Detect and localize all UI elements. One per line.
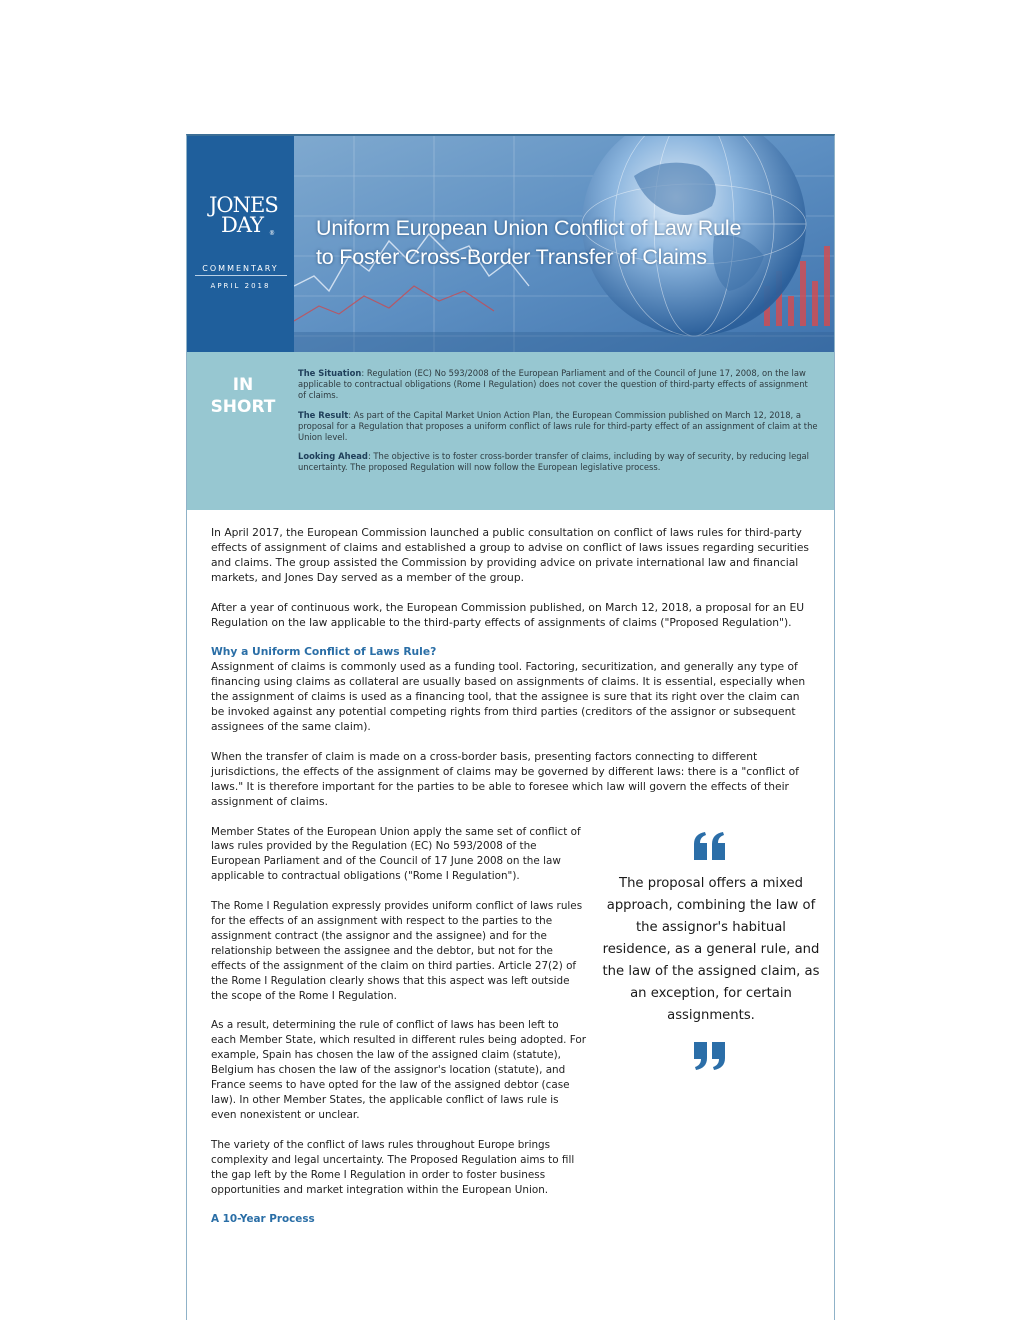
commentary-title: Uniform European Union Conflict of Law Rule to Foster Cross-Border Transfer of Claims — [316, 216, 742, 269]
summary-result: The Result: As part of the Capital Market Union Action Plan, the European Commission published on March 12, 2018, a proposal for a Regulation that proposes a uniform conflict of laws rule for third-party effect of an assignment of claim at the Union level. — [298, 409, 818, 443]
open-quote-icon — [693, 831, 727, 861]
pull-quote-text: The proposal offers a mixed approach, combining the law of the assignor's habitual residence, as a general rule, and the law of the assigned claim, as an exception, for certain assignments. — [602, 875, 820, 1023]
document-page — [186, 134, 835, 1320]
section-heading: Why a Uniform Conflict of Laws Rule? — [211, 645, 437, 659]
close-quote-icon — [693, 1041, 727, 1071]
paragraph: The Rome I Regulation expressly provides uniform conflict of laws rules for the effects of an assignment with respect to the parties to the assignment contract (the assignor and the assignee) and for the relationship between the assignee and the debtor, but not for the effects of the assignment of the claim on third parties. Article 27(2) of the Rome I Regulation clearly shows that this aspect was left outside the scope of the Rome I Regulation. — [211, 900, 583, 1002]
jones-day-logo: JONES DAY ® — [209, 193, 278, 237]
paragraph: The variety of the conflict of laws rules throughout Europe brings complexity and legal uncertainty. The Proposed Regulation aims to fill the gap left by the Rome I Regulation in order to foster business opportunities and market integration within the European Union. — [211, 1138, 575, 1196]
paragraph: After a year of continuous work, the European Commission published, on March 12, 2018, a proposal for an EU Regulation on the law applicable to the third-party effects of assignments of claims ("Proposed Regulation"). — [211, 600, 805, 629]
article-body — [211, 526, 820, 1227]
in-short-label: IN SHORT — [210, 375, 276, 417]
paragraph: Assignment of claims is commonly used as a funding tool. Factoring, securitization, and generally any type of financing using claims as collateral are usually based on assignments of claims. It is essential, especially when the assignment of claims is used as a financing tool, that the assignee is sure that its right over the claim can be invoked against any potential competing rights from third parties (creditors of the assignor or subsequent assignees of the same claim). — [211, 660, 806, 733]
paragraph: When the transfer of claim is made on a cross-border basis, presenting factors connecting to different jurisdictions, the effects of the assignment of claims may be governed by different laws: there is a "conflict of laws." It is therefore important for the parties to be able to foresee which law will govern the effects of their assignment of claims. — [211, 749, 799, 808]
banner-divider — [195, 275, 287, 276]
section-heading: A 10-Year Process — [211, 1213, 315, 1226]
split-text-column — [211, 825, 586, 1228]
paragraph: Member States of the European Union apply the same set of conflict of laws rules provided by the Regulation (EC) No 593/2008 of the European Parliament and of the Council of 17 June 2008 on the law applicable to contractual obligations ("Rome I Regulation"). — [211, 825, 581, 883]
summary-list — [298, 368, 818, 482]
summary-looking-ahead: Looking Ahead: The objective is to foster cross-border transfer of claims, including by way of security, by reducing legal uncertainty. The proposed Regulation will now follow the European legislative process. — [298, 451, 809, 473]
banner-sidebar — [187, 136, 294, 352]
commentary-label: COMMENTARY — [202, 264, 279, 273]
in-short-panel — [187, 352, 834, 510]
split-section — [211, 825, 820, 1228]
summary-situation: The Situation: Regulation (EC) No 593/2008 of the European Parliament and of the Council of June 17, 2008, on the law applicable to contractual obligations (Rome I Regulation) does not cover the question of third-party effects of assignment of claims. — [298, 368, 808, 401]
paragraph: As a result, determining the rule of conflict of laws has been left to each Member State, which resulted in different rules being adopted. For example, Spain has chosen the law of the assigned claim (statute), Belgium has chosen the law of the assignor's location (statute), and France seems to have opted for the law of the assigned debtor (case law). In other Member States, the applicable conflict of laws rule is even nonexistent or unclear. — [211, 1019, 587, 1121]
pull-quote — [601, 831, 821, 1071]
header-banner — [187, 136, 834, 352]
publication-date: APRIL 2018 — [210, 282, 271, 290]
paragraph: In April 2017, the European Commission launched a public consultation on conflict of laws rules for third-party effects of assignment of claims and established a group to advise on conflict of laws issues regarding securities and claims. The group assisted the Commission by providing advice on private international law and financial markets, and Jones Day served as a member of the group. — [211, 526, 809, 584]
